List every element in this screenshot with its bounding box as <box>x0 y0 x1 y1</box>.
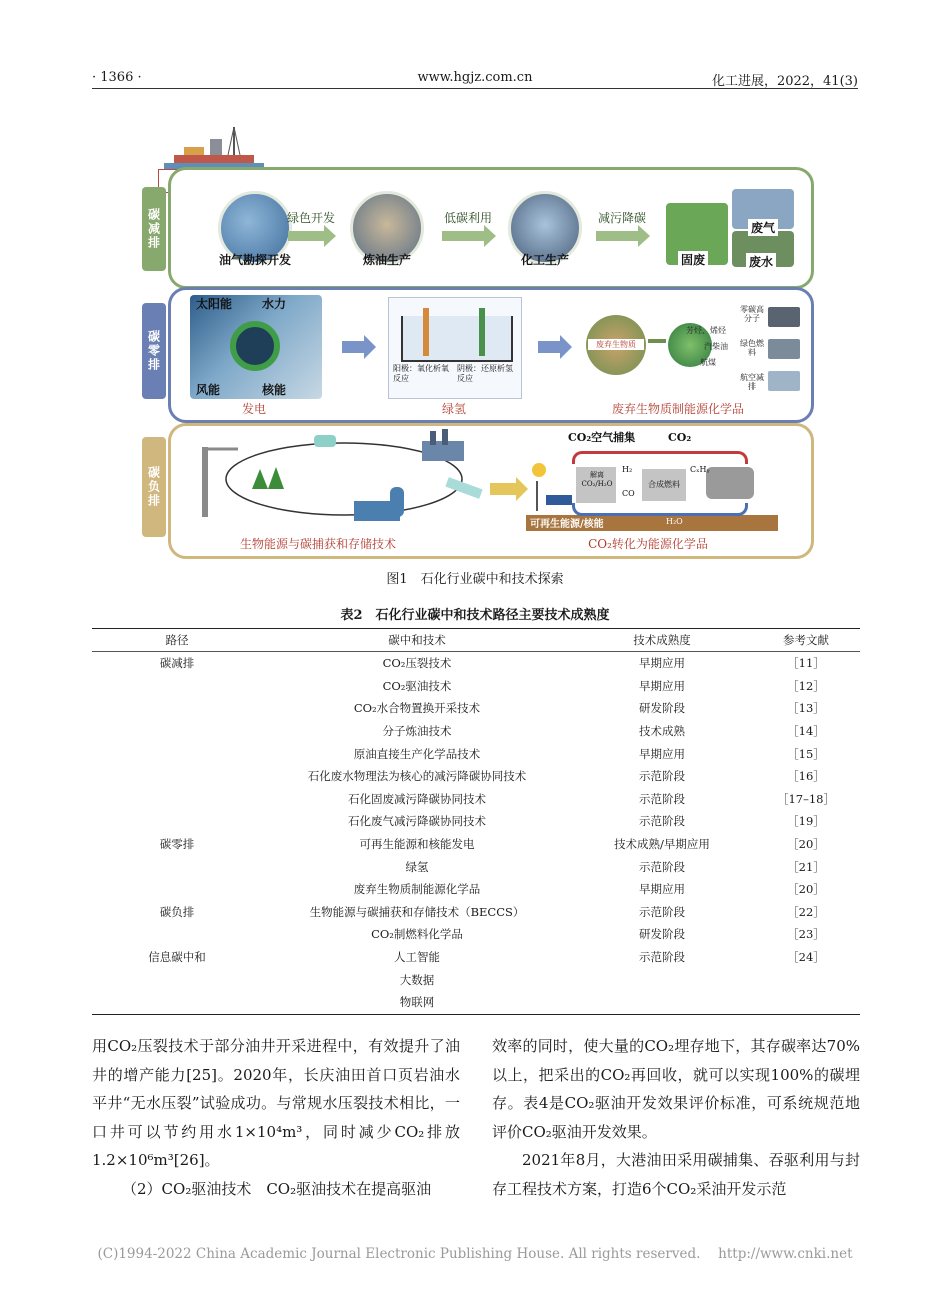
tab-carbon-reduction: 碳减排 <box>142 187 166 271</box>
cell-maturity <box>572 991 752 1014</box>
tab-zero-emission: 碳零排 <box>142 303 166 399</box>
journal-website: www.hgjz.com.cn <box>417 70 533 85</box>
electrolysis-tank <box>401 316 513 362</box>
figure-1 <box>138 125 818 555</box>
page-number: · 1366 · <box>92 70 142 85</box>
waste-group <box>666 189 794 271</box>
cell-reference: ［23］ <box>787 927 825 942</box>
h2o-label: H₂O <box>666 517 683 526</box>
cell-technology: 生物能源与碳捕获和存储技术（BECCS） <box>309 904 525 919</box>
cell-maturity: 早期应用 <box>639 678 685 693</box>
arrow-label: 绿色开发 <box>286 211 335 225</box>
table-row <box>92 968 860 991</box>
header-rule <box>92 88 858 89</box>
cell-reference <box>752 968 860 991</box>
paragraph: 2021年8月，大港油田采用碳捕集、吞驱利用与封存工程技术方案，打造6个CO₂采油开发示范 <box>492 1151 860 1198</box>
cell-reference: ［20］ <box>787 837 825 852</box>
co2-conversion-caption: CO₂转化为能源化学品 <box>588 537 708 551</box>
cell-path: 信息碳中和 <box>148 950 206 965</box>
beccs-diagram <box>194 427 484 531</box>
item-label: 油气勘探开发 <box>218 253 291 267</box>
cathode-label: 阴极：还原析氢反应 <box>457 364 513 383</box>
cell-reference: ［12］ <box>787 678 825 693</box>
anode <box>423 308 429 356</box>
cell-maturity: 早期应用 <box>639 882 685 897</box>
co2-capture-label: CO₂空气捕集 <box>568 431 636 444</box>
polymer-image <box>768 307 800 327</box>
cell-path <box>92 878 262 901</box>
dissociate-label: 解离 CO₂/H₂O <box>581 471 613 488</box>
table-row <box>92 697 860 720</box>
cell-path <box>92 991 262 1014</box>
cell-path <box>92 675 262 698</box>
cell-path <box>92 810 262 833</box>
cell-technology: 大数据 <box>399 972 435 987</box>
co2-conversion-diagram <box>526 429 778 533</box>
vehicle-icon <box>706 467 754 499</box>
item-oil-gas <box>210 191 300 281</box>
cell-maturity: 示范阶段 <box>639 814 685 829</box>
cell-maturity: 早期应用 <box>639 746 685 761</box>
waste-water-label: 废水 <box>746 253 776 270</box>
cell-technology: CO₂制燃料化学品 <box>371 927 463 942</box>
h2-label: H₂ <box>622 465 633 474</box>
cell-reference: ［15］ <box>787 746 825 761</box>
waste-gas-label: 废气 <box>748 219 778 236</box>
car-image <box>768 339 800 359</box>
cell-maturity: 技术成熟/早期应用 <box>614 837 710 852</box>
beccs-caption: 生物能源与碳捕获和存储技术 <box>239 537 396 551</box>
waste-solid-label: 固废 <box>678 251 708 268</box>
co2-label: CO₂ <box>668 431 692 444</box>
cell-reference: ［21］ <box>787 859 825 874</box>
table-row <box>92 946 860 969</box>
cell-path <box>92 968 262 991</box>
cell-technology: 人工智能 <box>394 950 440 965</box>
arrow-label: 低碳利用 <box>443 211 492 225</box>
cell-path: 碳零排 <box>159 837 195 852</box>
cell-reference: ［17–18］ <box>776 791 836 806</box>
cell-maturity: 研发阶段 <box>639 701 685 716</box>
col-header-maturity: 技术成熟度 <box>633 633 691 647</box>
journal-citation: 化工进展，2022，41(3) <box>711 74 858 89</box>
cell-path <box>92 720 262 743</box>
col-header-technology: 碳中和技术 <box>388 633 446 647</box>
table-row <box>92 991 860 1014</box>
cell-reference: ［24］ <box>787 950 825 965</box>
co-label: CO <box>622 489 635 498</box>
cell-path <box>92 742 262 765</box>
cell-maturity: 示范阶段 <box>639 859 685 874</box>
arrow-label: 减污降碳 <box>597 211 646 225</box>
cell-technology: 废弃生物质制能源化学品 <box>353 882 481 897</box>
col-header-reference: 参考文献 <box>783 633 829 647</box>
wind-turbine-icon <box>536 481 538 511</box>
cell-maturity: 技术成熟 <box>639 724 685 739</box>
cell-maturity: 研发阶段 <box>639 927 685 942</box>
table-row <box>92 652 860 675</box>
biomass-label: 废弃生物质 <box>588 339 644 350</box>
power-hydro-label: 水力 <box>262 297 287 311</box>
body-column-left <box>92 1032 460 1203</box>
paragraph: 用CO₂压裂技术于部分油井开采进程中，有效提升了油井的增产能力[25]。2020年，长庆油田首口页岩油水平井“无水压裂”试验成功。与常规水压裂技术相比，一口井可以节约用水1×10⁴m³，同时减少CO₂排放1.2×10⁶m³[26]。 <box>92 1037 460 1169</box>
cell-path: 碳负排 <box>159 904 195 919</box>
table-row <box>92 878 860 901</box>
cell-technology: CO₂驱油技术 <box>382 678 452 693</box>
cell-maturity: 示范阶段 <box>639 904 685 919</box>
table-row <box>92 923 860 946</box>
cell-maturity: 示范阶段 <box>639 791 685 806</box>
target-aviation: 航空减排 <box>740 373 764 391</box>
table-title: 表2 石化行业碳中和技术路径主要技术成熟度 <box>340 608 610 623</box>
cell-technology: CO₂压裂技术 <box>382 656 452 671</box>
cell-reference: ［16］ <box>787 769 825 784</box>
cell-technology: 原油直接生产化学品技术 <box>353 746 481 761</box>
col-header-path: 路径 <box>165 633 189 647</box>
cathode <box>479 308 485 356</box>
cxhy-label: CₓHᵧ <box>690 465 710 474</box>
cell-path <box>92 765 262 788</box>
table-row <box>92 742 860 765</box>
connector <box>648 339 666 343</box>
cell-maturity: 示范阶段 <box>639 769 685 784</box>
cell-path <box>92 697 262 720</box>
tab-negative-emission: 碳负排 <box>142 437 166 537</box>
copyright-footer: (C)1994-2022 China Academic Journal Electronic Publishing House. All rights reserved. http://www.cnki.net <box>97 1246 853 1262</box>
table-row <box>92 720 860 743</box>
target-fuel: 绿色燃料 <box>740 339 764 357</box>
item-refining <box>342 191 432 281</box>
cell-reference: ［14］ <box>787 724 825 739</box>
power-caption: 发电 <box>241 402 266 416</box>
table-row <box>92 810 860 833</box>
anode-label: 阳极：氧化析氧反应 <box>393 364 449 383</box>
table-row <box>92 675 860 698</box>
cell-maturity: 示范阶段 <box>639 950 685 965</box>
power-solar-label: 太阳能 <box>196 297 233 311</box>
arrow-right-icon <box>342 341 366 353</box>
cell-technology: 绿氢 <box>405 859 429 874</box>
table-row <box>92 901 860 924</box>
arrow-right-icon <box>490 483 518 495</box>
lightning-icon <box>230 321 280 371</box>
product-aromatics: 芳烃、烯烃 <box>686 326 726 335</box>
cell-technology: CO₂水合物置换开采技术 <box>353 701 481 716</box>
plane-image <box>768 371 800 391</box>
arrow-right-icon <box>596 231 640 241</box>
item-label: 炼油生产 <box>362 253 411 267</box>
sun-icon <box>532 463 546 477</box>
electrolysis-diagram <box>388 297 522 399</box>
power-wind-label: 风能 <box>196 383 221 397</box>
cell-maturity <box>572 968 752 991</box>
arrow-right-icon <box>538 341 562 353</box>
target-polymer: 零碳高分子 <box>740 305 764 323</box>
arrow-right-icon <box>442 231 486 241</box>
arrow-right-icon <box>288 231 326 241</box>
item-chemical <box>500 191 590 281</box>
table-row <box>92 833 860 856</box>
cell-technology: 可再生能源和核能发电 <box>359 837 475 852</box>
oil-rig-illustration <box>164 125 264 173</box>
maturity-table <box>92 628 860 1015</box>
cell-technology: 分子炼油技术 <box>382 724 452 739</box>
body-column-right <box>492 1032 860 1203</box>
paragraph: 效率的同时，使大量的CO₂埋存地下，其存碳率达70%以上，把采出的CO₂再回收，就可以实现100%的碳埋存。表4是CO₂驱油开发效果评价标准，可系统规范地评价CO₂驱油开发效果。 <box>492 1037 860 1141</box>
table-row <box>92 788 860 811</box>
renewable-label: 可再生能源/核能 <box>530 519 604 530</box>
table-header-row <box>92 629 860 652</box>
cell-reference: ［11］ <box>787 656 825 671</box>
paragraph: （2）CO₂驱油技术 CO₂驱油技术在提高驱油 <box>122 1179 432 1198</box>
cell-maturity: 早期应用 <box>639 656 685 671</box>
cell-path: 碳减排 <box>159 656 195 671</box>
cell-technology: 石化废水物理法为核心的减污降碳协同技术 <box>307 769 527 784</box>
cell-technology: 物联网 <box>399 995 435 1010</box>
solar-panel-icon <box>546 495 572 505</box>
cell-reference: ［13］ <box>787 701 825 716</box>
cell-technology: 石化废气减污降碳协同技术 <box>348 814 486 829</box>
cell-technology: 石化固废减污降碳协同技术 <box>348 791 486 806</box>
cell-path <box>92 788 262 811</box>
cell-path <box>92 923 262 946</box>
cell-reference: ［19］ <box>787 814 825 829</box>
biomass-caption: 废弃生物质制能源化学品 <box>611 402 744 416</box>
running-header <box>92 66 858 90</box>
cell-path <box>92 855 262 878</box>
power-nuclear-label: 核能 <box>262 383 287 397</box>
synfuel-label: 合成燃料 <box>648 480 680 489</box>
cell-reference: ［20］ <box>787 882 825 897</box>
cell-reference <box>752 991 860 1014</box>
cell-reference: ［22］ <box>787 904 825 919</box>
item-label: 化工生产 <box>520 253 569 267</box>
table-row <box>92 855 860 878</box>
product-jetfuel: 航煤 <box>700 358 716 367</box>
table-row <box>92 765 860 788</box>
green-hydrogen-caption: 绿氢 <box>441 402 466 416</box>
co2-loop-arrow <box>572 451 748 464</box>
figure-caption: 图1 石化行业碳中和技术探索 <box>386 572 564 587</box>
product-fuel: 汽柴油 <box>704 342 728 351</box>
